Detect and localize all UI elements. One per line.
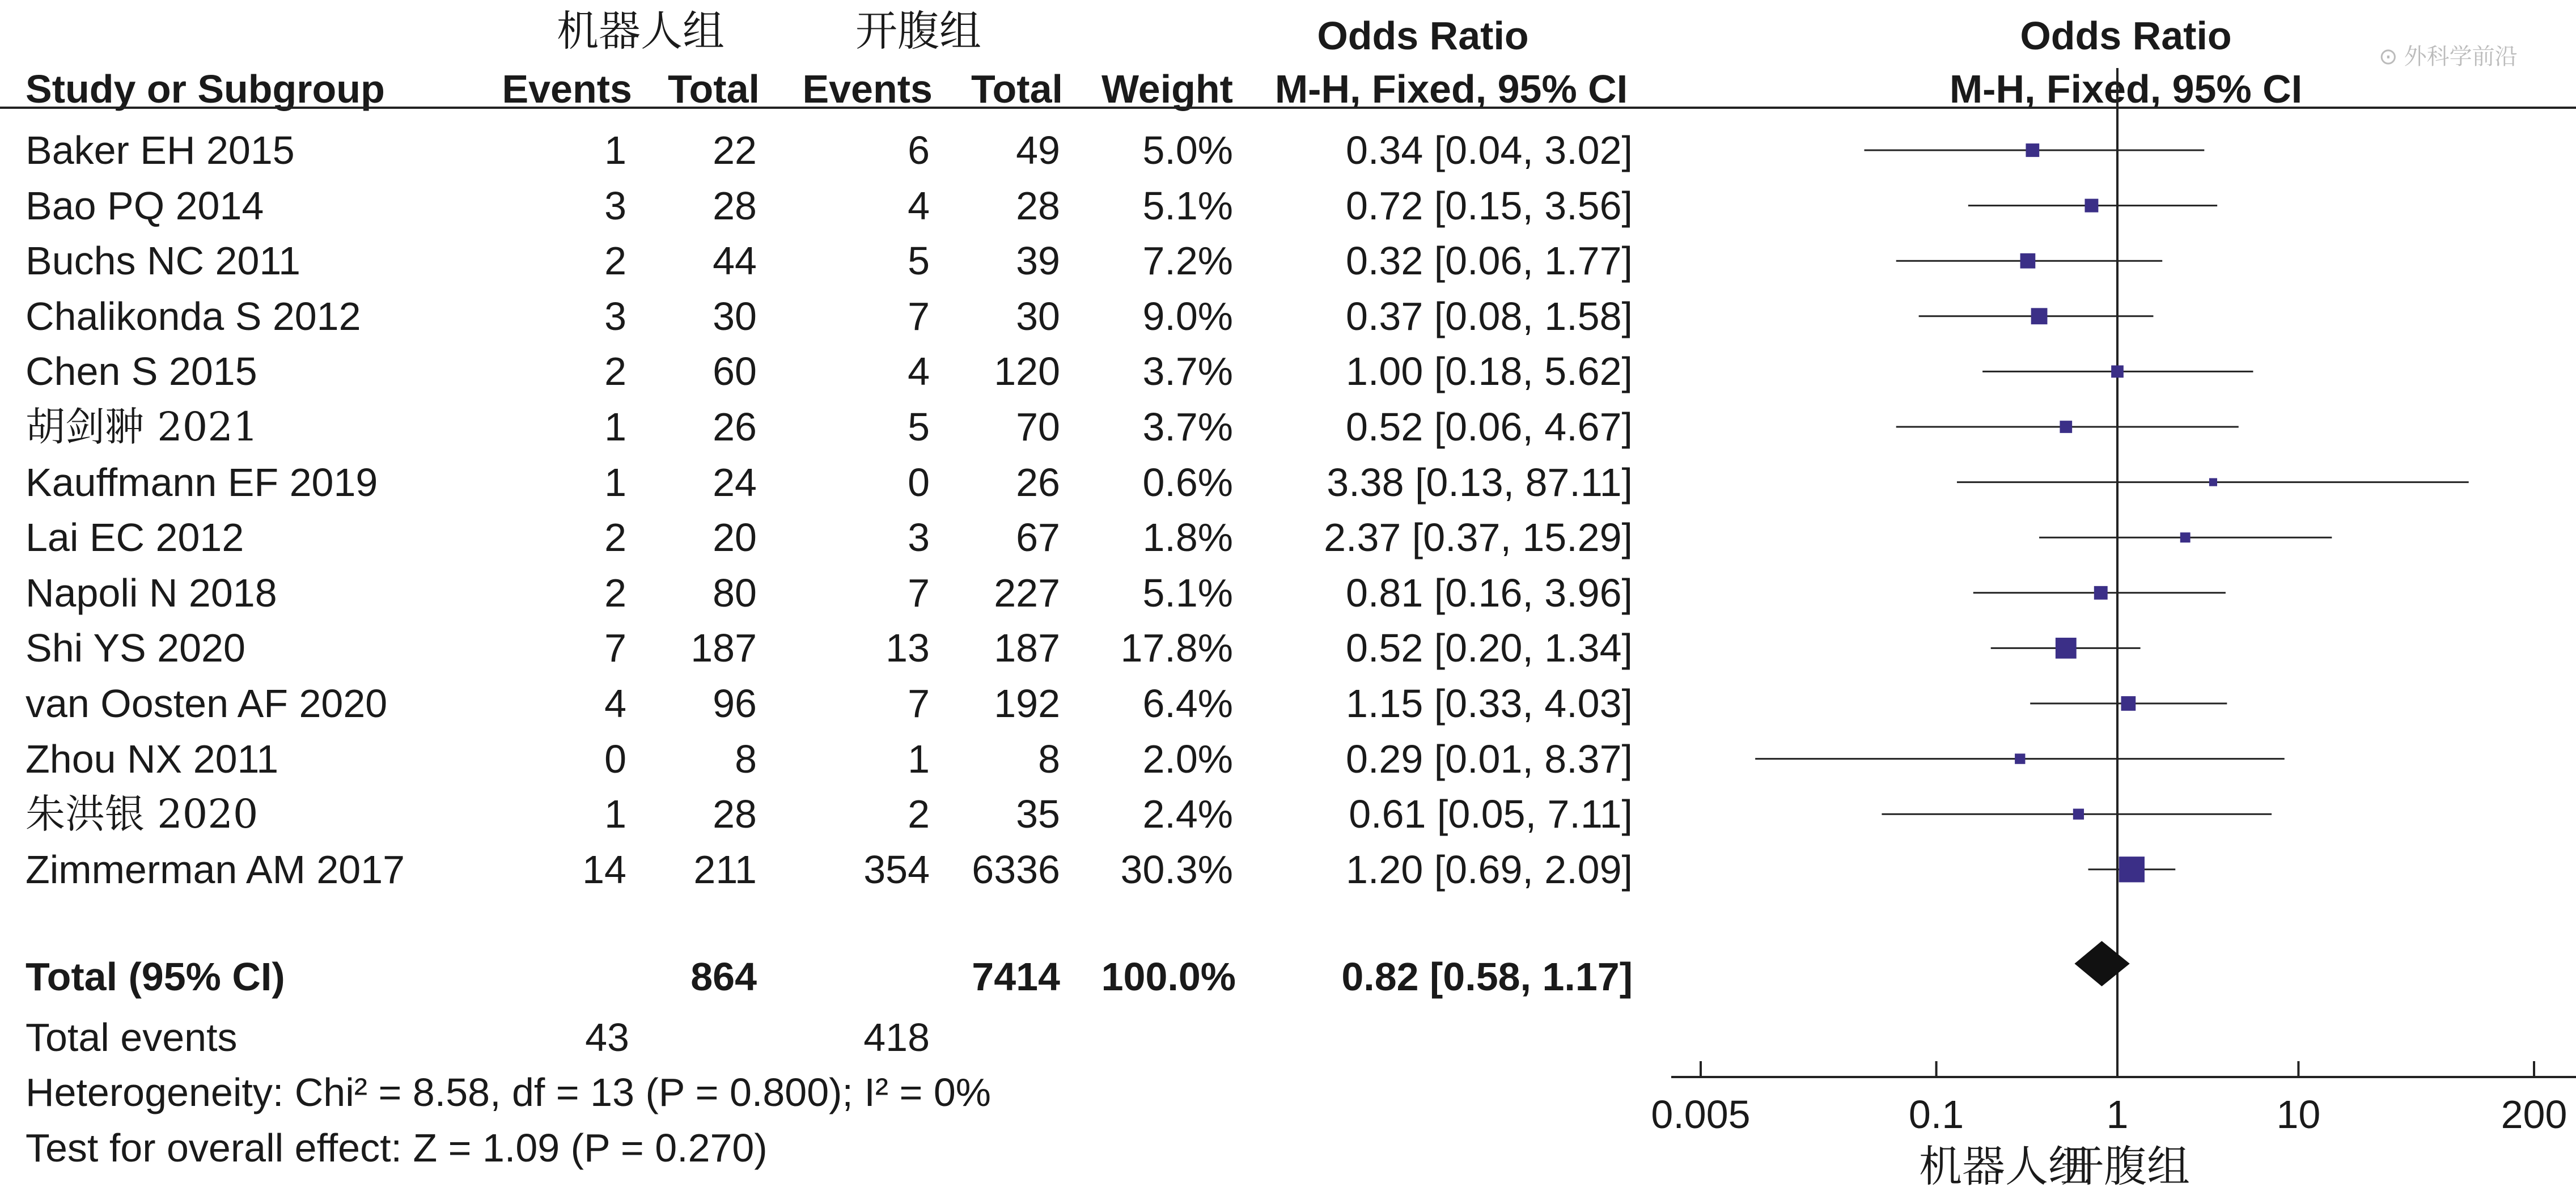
study-name: Shi YS 2020 [26,626,245,671]
events-open: 3 [908,515,930,560]
weight: 7.2% [1142,239,1233,283]
total-weight: 100.0% [1101,955,1236,999]
total-robot: 80 [713,570,757,615]
study-marker [2056,638,2077,659]
weight: 3.7% [1142,349,1233,394]
study-name: Chen S 2015 [26,349,257,394]
events-robot: 0 [604,736,626,781]
robot-group-header: 机器人组 [557,7,724,56]
events-open: 4 [908,183,930,228]
study-marker [2031,308,2048,324]
events-open: 354 [863,847,930,892]
total-robot: 28 [713,183,757,228]
total-robot: 187 [690,626,757,671]
study-marker [2111,366,2124,378]
pooled-diamond [2074,941,2129,986]
total-t1: 864 [690,955,757,999]
events-open: 6 [908,128,930,172]
events-robot: 2 [604,239,626,283]
study-marker [2180,532,2191,542]
weight: 30.3% [1120,847,1233,892]
weight: 2.4% [1142,792,1233,837]
study-marker [2121,696,2136,711]
or-ci: 1.20 [0.69, 2.09] [1346,847,1633,892]
watermark: ⊙ 外科学前沿 [2379,44,2518,69]
total-robot: 30 [713,294,757,338]
weight: 5.1% [1142,183,1233,228]
total-open: 49 [1016,128,1060,172]
odds-ratio-left-title: Odds Ratio [1317,14,1529,58]
or-ci: 0.81 [0.16, 3.96] [1346,570,1633,615]
study-name: 胡剑翀 2021 [26,404,259,450]
total-open: 30 [1016,294,1060,338]
events-open: 7 [908,681,930,726]
events-robot: 1 [604,460,626,505]
events-robot: 1 [604,405,626,449]
weight: 1.8% [1142,515,1233,560]
total-robot: 44 [713,239,757,283]
study-marker [2020,253,2036,269]
weight: 9.0% [1142,294,1233,338]
events-robot: 7 [604,626,626,671]
x-tick-label: 0.1 [1908,1092,1964,1137]
events-robot: 3 [604,183,626,228]
events-robot: 14 [582,847,626,892]
total-open: 35 [1016,792,1060,837]
events-open: 1 [908,736,930,781]
total-open: 26 [1016,460,1060,505]
events-robot: 2 [604,349,626,394]
overall-effect-text: Test for overall effect: Z = 1.09 (P = 0.270) [26,1126,768,1170]
method-right-header: M-H, Fixed, 95% CI [1949,67,2303,111]
total-open: 187 [994,626,1060,671]
events-robot: 3 [604,294,626,338]
events-robot: 1 [604,792,626,837]
study-marker [2073,809,2084,820]
x-tick-label: 10 [2276,1092,2321,1137]
weight: 17.8% [1120,626,1233,671]
total-robot: 20 [713,515,757,560]
or-ci: 0.32 [0.06, 1.77] [1346,239,1633,283]
events1-column-header: Events [502,67,632,111]
events-open: 13 [886,626,930,671]
total-robot: 22 [713,128,757,172]
or-ci: 0.29 [0.01, 8.37] [1346,736,1633,781]
events-robot: 1 [604,128,626,172]
study-name: 朱洪银 2020 [26,791,259,838]
study-marker [2060,421,2072,433]
study-name: Zimmerman AM 2017 [26,847,405,892]
total-events-e2: 418 [863,1015,930,1059]
or-ci: 0.52 [0.06, 4.67] [1346,405,1633,449]
total-open: 227 [994,570,1060,615]
or-ci: 0.52 [0.20, 1.34] [1346,626,1633,671]
method-left-header: M-H, Fixed, 95% CI [1274,67,1628,111]
heterogeneity-text: Heterogeneity: Chi² = 8.58, df = 13 (P = 0.800); I² = 0% [26,1070,992,1114]
x-tick-label: 200 [2501,1092,2567,1137]
study-marker [2094,586,2108,600]
study-marker [2015,753,2025,764]
total-ci: 0.82 [0.58, 1.17] [1341,955,1633,999]
total-events-e1: 43 [585,1015,629,1059]
study-name: Lai EC 2012 [26,515,244,560]
study-name: Buchs NC 2011 [26,239,301,283]
total-robot: 60 [713,349,757,394]
weight: 6.4% [1142,681,1233,726]
total-open: 39 [1016,239,1060,283]
or-ci: 0.61 [0.05, 7.11] [1349,792,1633,837]
total1-column-header: Total [667,67,760,111]
total-robot: 28 [713,792,757,837]
odds-ratio-right-title: Odds Ratio [2020,14,2232,58]
events2-column-header: Events [802,67,933,111]
events-open: 7 [908,294,930,338]
x-tick-label: 1 [2106,1092,2129,1137]
study-name: Chalikonda S 2012 [26,294,361,338]
or-ci: 1.15 [0.33, 4.03] [1346,681,1633,726]
study-name: Baker EH 2015 [26,128,295,172]
total-robot: 26 [713,405,757,449]
weight: 5.0% [1142,128,1233,172]
total-label: Total (95% CI) [26,955,285,999]
weight-column-header: Weight [1101,67,1233,111]
or-ci: 3.38 [0.13, 87.11] [1327,460,1633,505]
total-open: 67 [1016,515,1060,560]
total-t2: 7414 [972,955,1060,999]
events-open: 2 [908,792,930,837]
or-ci: 0.72 [0.15, 3.56] [1346,183,1633,228]
events-open: 5 [908,405,930,449]
or-ci: 2.37 [0.37, 15.29] [1324,515,1633,560]
study-column-header: Study or Subgroup [26,67,385,111]
study-marker [2119,857,2145,882]
study-name: Napoli N 2018 [26,570,277,615]
x-tick-label: 0.005 [1651,1092,1751,1137]
study-name: van Oosten AF 2020 [26,681,388,726]
total-open: 192 [994,681,1060,726]
study-name: Bao PQ 2014 [26,183,264,228]
total-events-label: Total events [26,1015,238,1059]
total-robot: 211 [693,847,757,892]
total-open: 70 [1016,405,1060,449]
or-ci: 1.00 [0.18, 5.62] [1346,349,1633,394]
study-name: Kauffmann EF 2019 [26,460,378,505]
total-open: 28 [1016,183,1060,228]
study-name: Zhou NX 2011 [26,736,279,781]
weight: 0.6% [1142,460,1233,505]
study-marker [2084,199,2098,213]
or-ci: 0.37 [0.08, 1.58] [1346,294,1633,338]
total2-column-header: Total [971,67,1063,111]
weight: 2.0% [1142,736,1233,781]
events-open: 7 [908,570,930,615]
study-marker [2209,478,2217,486]
or-ci: 0.34 [0.04, 3.02] [1346,128,1633,172]
events-robot: 4 [604,681,626,726]
total-robot: 96 [713,681,757,726]
total-open: 120 [994,349,1060,394]
events-open: 5 [908,239,930,283]
total-open: 6336 [972,847,1060,892]
weight: 3.7% [1142,405,1233,449]
axis-caption-favours-robot: 机器人组 [1919,1141,2091,1192]
events-open: 0 [908,460,930,505]
total-robot: 8 [735,736,757,781]
total-robot: 24 [713,460,757,505]
weight: 5.1% [1142,570,1233,615]
open-group-header: 开腹组 [855,7,981,56]
study-marker [2026,143,2039,157]
events-robot: 2 [604,515,626,560]
events-open: 4 [908,349,930,394]
axis-caption-favours-open: 开腹组 [2061,1141,2190,1192]
total-open: 8 [1038,736,1060,781]
events-robot: 2 [604,570,626,615]
